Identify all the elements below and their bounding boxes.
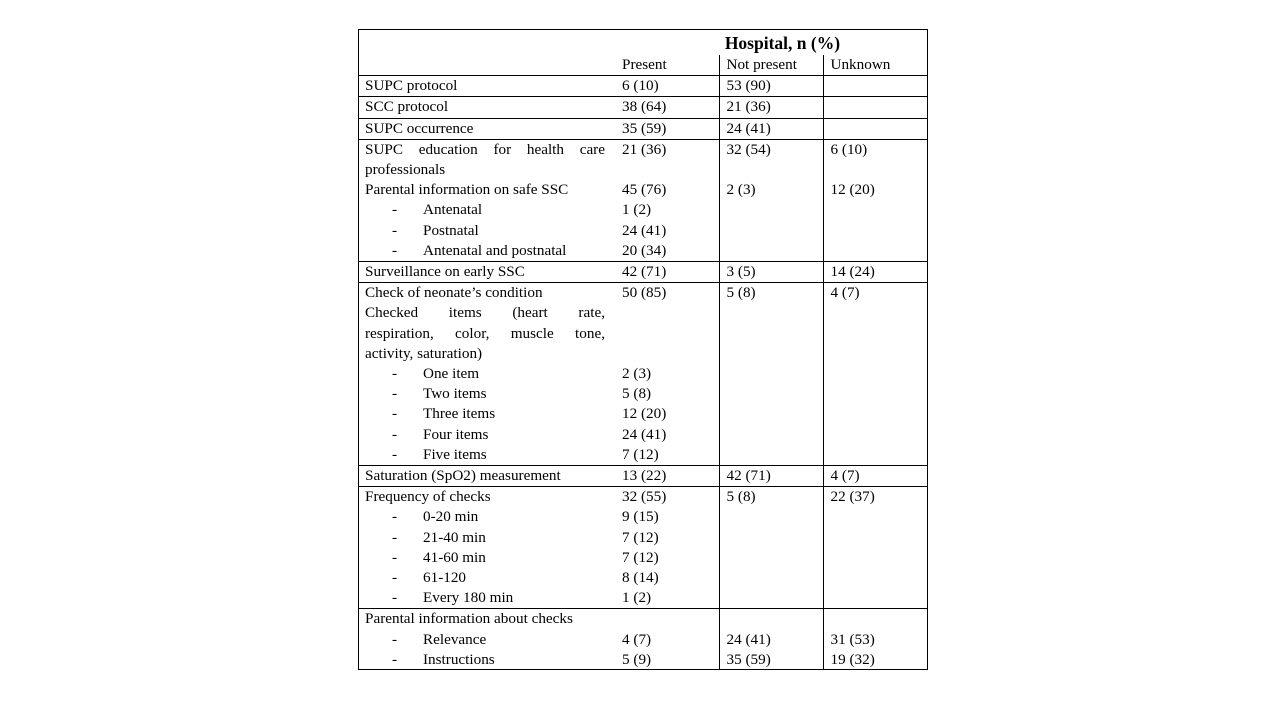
row-group [358,487,928,609]
cell-present: 32 (55) [622,488,667,506]
row-label: SUPC occurrence [365,119,474,137]
cell-present: 12 (20) [622,405,667,423]
row-group [358,262,928,283]
row-note: Checked items (heart rate, [365,304,605,322]
subrow-label: 0-20 min [423,508,479,526]
cell-present: 45 (76) [622,181,667,199]
row-group [358,466,928,487]
cell-present: 20 (34) [622,241,667,259]
row-group [358,283,928,466]
cell-not-present: 2 (3) [719,180,823,200]
bullet-dash: - [392,425,398,443]
subrow-label: Postnatal [423,221,479,239]
table-row [358,76,928,97]
cell-present: 42 (71) [622,263,667,281]
column-header-row [358,55,928,76]
cell-not-present: 3 (5) [719,262,823,283]
subrow-label: Five items [423,445,487,463]
subrow-label: Three items [423,405,496,423]
row-label: Surveillance on early SSC [365,263,525,281]
subrow-label: Every 180 min [423,589,514,607]
cell-unknown [823,76,928,97]
row-note: respiration, color, muscle tone, [365,324,605,342]
cell-not-present: 53 (90) [719,76,823,97]
cell-present: 9 (15) [622,508,659,526]
cell-not-present: 24 (41) [719,118,823,139]
table-subrow [358,404,928,424]
cell-present: 2 (3) [622,365,652,383]
table-row [358,283,928,304]
row-label: SCC protocol [365,98,449,116]
table-row [358,180,928,200]
table-row [358,160,928,180]
cell-unknown: 6 (10) [823,139,928,160]
row-label-continued: professionals [365,161,446,179]
empty-header-cell [358,55,615,76]
cell-present: 13 (22) [622,467,667,485]
table-subrow [358,221,928,241]
table-row [358,324,928,344]
table-group-header-row [358,29,928,55]
cell-present: 1 (2) [622,201,652,219]
cell-present: 50 (85) [622,284,667,302]
bullet-dash: - [392,365,398,383]
bullet-dash: - [392,528,398,546]
col-header-present: Present [622,56,667,73]
cell-present: 35 (59) [622,119,667,137]
table-subrow [358,384,928,404]
bullet-dash: - [392,221,398,239]
cell-present: 24 (41) [622,425,667,443]
table-subrow [358,568,928,588]
cell-not-present: 21 (36) [719,97,823,118]
row-label: Saturation (SpO2) measurement [365,467,561,485]
table-subrow [358,548,928,568]
table-subrow [358,241,928,262]
subrow-label: Instructions [423,650,495,668]
subrow-label: 41-60 min [423,548,486,566]
group-header: Hospital, n (%) [724,33,841,53]
table-subrow [358,650,928,670]
bullet-dash: - [392,589,398,607]
cell-present: 24 (41) [622,221,667,239]
hospital-table [358,29,928,670]
cell-unknown: 4 (7) [823,466,928,487]
cell-not-present: 42 (71) [719,466,823,487]
bullet-dash: - [392,650,398,668]
cell-present: 38 (64) [622,98,667,116]
cell-present: 5 (8) [622,385,652,403]
table-subrow [358,630,928,650]
cell-unknown: 22 (37) [823,487,928,508]
cell-unknown: 19 (32) [823,650,928,670]
cell-not-present: 24 (41) [719,630,823,650]
cell-present: 6 (10) [622,77,659,95]
row-group [358,97,928,118]
table-subrow [358,445,928,466]
col-header-not-present: Not present [719,55,823,76]
bullet-dash: - [392,508,398,526]
subrow-label: Relevance [423,630,487,648]
cell-present: 21 (36) [622,140,667,158]
cell-unknown [823,118,928,139]
row-label: SUPC protocol [365,77,458,95]
row-label: Parental information on safe SSC [365,181,569,199]
bullet-dash: - [392,445,398,463]
cell-unknown: 4 (7) [823,283,928,304]
cell-present: 7 (12) [622,548,659,566]
table-subrow [358,425,928,445]
row-group [358,76,928,97]
table-subrow [358,528,928,548]
bullet-dash: - [392,569,398,587]
cell-not-present: 5 (8) [719,487,823,508]
table-subrow [358,507,928,527]
row-label: Check of neonate’s condition [365,284,543,302]
cell-present: 7 (12) [622,528,659,546]
cell-present: 7 (12) [622,445,659,463]
table-row [358,118,928,139]
table-subrow [358,588,928,609]
subrow-label: Antenatal [423,201,483,219]
subrow-label: One item [423,365,480,383]
row-label: Frequency of checks [365,488,491,506]
bullet-dash: - [392,630,398,648]
row-group [358,118,928,139]
table-row [358,139,928,160]
row-note: activity, saturation) [365,344,483,362]
table-row [358,487,928,508]
cell-present: 8 (14) [622,569,659,587]
cell-unknown [823,97,928,118]
table-row [358,97,928,118]
cell-unknown: 14 (24) [823,262,928,283]
table-subrow [358,200,928,220]
row-label: SUPC education for health care [365,140,605,158]
bullet-dash: - [392,548,398,566]
row-label: Parental information about checks [365,610,573,628]
bullet-dash: - [392,241,398,259]
table-row [358,466,928,487]
bullet-dash: - [392,385,398,403]
table-row [358,344,928,364]
bullet-dash: - [392,405,398,423]
cell-unknown: 31 (53) [823,630,928,650]
col-header-unknown: Unknown [823,55,928,76]
table-row [358,303,928,323]
subrow-label: 61-120 [423,569,467,587]
cell-present: 1 (2) [622,589,652,607]
cell-not-present: 32 (54) [719,139,823,160]
row-group [358,139,928,261]
table-subrow [358,364,928,384]
table-row [358,609,928,630]
cell-not-present: 35 (59) [719,650,823,670]
subrow-label: Two items [423,385,487,403]
subrow-label: Four items [423,425,489,443]
table-row [358,262,928,283]
cell-unknown: 12 (20) [823,180,928,200]
subrow-label: 21-40 min [423,528,486,546]
cell-present: 5 (9) [622,650,652,668]
bullet-dash: - [392,201,398,219]
cell-not-present: 5 (8) [719,283,823,304]
subrow-label: Antenatal and postnatal [423,241,567,259]
row-group [358,609,928,670]
cell-present: 4 (7) [622,630,652,648]
